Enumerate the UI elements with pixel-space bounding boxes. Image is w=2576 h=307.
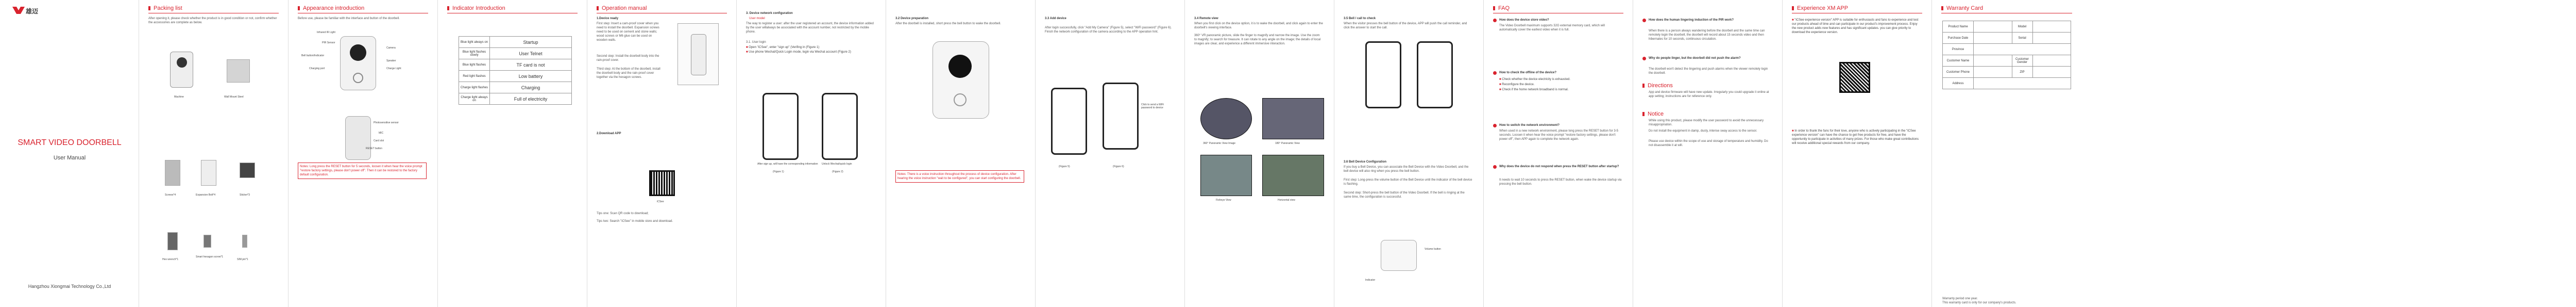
warranty-note: This warranty card is only for our company's products. <box>1942 301 2016 304</box>
step-three-text: Third step: At the bottom of the doorbell, install the doorbell body and the rain-proof cover together via the hexagon screws. <box>597 68 660 79</box>
packing-panel <box>139 0 289 307</box>
field-label: Customer Gender <box>2012 55 2032 67</box>
state-cell: Blue light always on <box>459 37 490 48</box>
question-icon <box>1493 71 1497 75</box>
view-image <box>1262 98 1324 139</box>
directions-title: Directions <box>1648 83 1673 89</box>
table-row <box>459 93 572 105</box>
notice-title: Notice <box>1648 111 1664 117</box>
bolts-image <box>201 160 216 186</box>
bullet-text: ■ Check if the home network broadband is normal. <box>1499 88 1568 92</box>
faq-question: Why do people linger, but the doorbell did not push the alarm? <box>1649 57 1741 60</box>
card-slot-label: Card slot <box>374 139 384 142</box>
pir-label: PIR Sensor <box>322 41 335 44</box>
table-row <box>1943 44 2071 55</box>
faq-answer: When there is a person always wandering before the doorbell and the same time can remotely login the doorbell, the doorbell will record about 15 seconds video and then hibernates for 10 seconds, continuous circulation. <box>1649 29 1765 41</box>
item-label: SIM pin*1 <box>237 258 248 261</box>
faq-question: Why does the device do not respond when press the RESET button after startup? <box>1499 165 1619 168</box>
table-row <box>1943 21 2071 33</box>
indicator-table <box>459 36 572 105</box>
caption: 180° Panoramic View <box>1275 142 1300 145</box>
phone-screenshot <box>822 93 858 160</box>
item-label: Wall Mount Steel <box>224 95 244 99</box>
section-heading: 3.3 Add device <box>1045 17 1066 20</box>
operation-title: Operation manual <box>602 5 647 11</box>
screws-image <box>165 160 180 186</box>
phone-screenshot <box>1103 83 1139 150</box>
item-label: Hex wrench*1 <box>162 258 179 261</box>
service-panel <box>1783 0 1932 307</box>
field-label: Customer Name <box>1943 55 1974 67</box>
field-value[interactable] <box>2032 67 2071 78</box>
call-text: Second step: Short-press the bell button of the Video Doorbell. If the bell is ringing at the same time, the configuration is successful. <box>1344 191 1465 199</box>
field-label: Product Name <box>1943 21 1974 33</box>
cover-panel <box>0 0 139 307</box>
phone-screenshot <box>1417 41 1453 108</box>
bullet-text: ■ Reconfigure the device. <box>1499 83 1534 87</box>
table-row <box>459 48 572 59</box>
item-label: Expansion Bolt*4 <box>196 193 216 197</box>
warranty-title: Warranty Card <box>1946 5 1984 11</box>
call-text: If you buy a Bell Device, you can associate the Bell Device with the Video Doorbell, and the bell device will also ring when you press the bell button. <box>1344 166 1469 173</box>
faq-answer: The doorbell won't detect the lingering and push alarms when the viewer remotely login the doorbell. <box>1649 68 1768 75</box>
chime-device <box>1381 240 1417 271</box>
prep-note: Notes: There is a voice instruction throughout the process of device configuration. After hearing the voice instruction "wait to be configured", you can start configuring the doorbell. <box>895 170 1024 183</box>
camera-label: Camera <box>386 46 396 50</box>
table-row <box>459 59 572 71</box>
state-cell: Blue light flashes slowly <box>459 48 490 59</box>
appearance-panel <box>289 0 438 307</box>
download-tip: Tips one: Scan QR code to download; <box>597 212 649 215</box>
sticker-image <box>240 163 255 178</box>
remote-text: 360° VR panoramic picture, slide the finger to magnify and narrow the image. Use the zoom to magnify; to search for treasure. It can rotate to any angle on the image; the details of local images are clear, and experience a different immersive interaction. <box>1194 34 1321 45</box>
app-name: iCSee <box>657 200 664 203</box>
state-cell: Blue light flashes <box>459 59 490 71</box>
item-label: Smart hexagon screw*1 <box>196 255 224 258</box>
ir-light-label: Infrared IR Light <box>317 31 335 34</box>
appearance-title: Appearance introduction <box>303 5 365 11</box>
reset-warning: Notes: Long press the RESET button for 5 seconds, loosen it when hear the voice prompt "restore factory settings, please don't power off". Then it can be restored to the factory default configuration. <box>298 163 427 179</box>
figure-label: (Figure 5) <box>1059 165 1070 168</box>
doorbell-back <box>345 116 371 160</box>
field-value[interactable] <box>1974 44 2071 55</box>
warranty-panel <box>1932 0 2081 307</box>
warranty-note: Warranty period one year. <box>1942 297 1978 300</box>
bullet-text: ■ Check whether the device electricity is exhausted. <box>1499 77 1570 82</box>
table-row <box>459 82 572 93</box>
prep-panel <box>886 0 1036 307</box>
field-value[interactable] <box>1974 67 2012 78</box>
table-row <box>1943 33 2071 44</box>
notice-text: Do not install the equipment in damp, dusty, intense sway access to the sensor. <box>1649 130 1757 133</box>
section-heading: 3.6 Bell Device Configuration <box>1344 160 1387 164</box>
caption: After sign up, will have the corresponding information <box>757 163 818 166</box>
config-panel <box>737 0 886 307</box>
item-label: Screws*4 <box>165 193 176 197</box>
call-panel <box>1334 0 1484 307</box>
caption: Fisheye View <box>1216 199 1231 202</box>
hint-text: Click to send a WiFi password to device <box>1141 103 1164 109</box>
field-value[interactable] <box>1974 33 2012 44</box>
reset-label: RESET button <box>366 147 382 150</box>
indicator-title: Indicator Introduction <box>452 5 505 11</box>
faq-answer: The Video Doorbell maximum supports 32G external memory card, which will automatically cover the earliest video when it is full. <box>1499 24 1605 31</box>
hexscrew-image <box>204 235 211 248</box>
step-one-text: First step: Insert a cam-proof cover when you need to install the doorbell. Expansion screws need to be used on cement and stone walls; wood screws or M6 glue can be used on wooden walls. <box>597 22 659 42</box>
question-icon <box>1642 19 1646 22</box>
wrench-image <box>167 232 178 250</box>
question-icon <box>1493 124 1497 127</box>
field-value[interactable] <box>1974 21 2012 33</box>
bell-label: Bell button/Indicator <box>301 54 325 57</box>
faq-question: How to check the offline of the device? <box>1499 71 1557 74</box>
packing-intro: After opening it, please check whether the product is in good condition or not, confirm whether the accessories are complete as below. <box>148 17 277 24</box>
subheading: 3.1. User login <box>746 41 766 44</box>
cover-title: SMART VIDEO DOORBELL <box>18 138 122 147</box>
call-text: First step: Long-press the volume button of the Bell Device until the indicator of the bell device is flashing. <box>1344 179 1472 186</box>
phone-screenshot <box>1051 88 1087 155</box>
charging-port-label: Charging port <box>309 67 325 70</box>
field-label: Serial <box>2012 33 2032 44</box>
figure-label: (Figure 6) <box>1113 165 1124 168</box>
faq-answer: When used in a new network environment, please long press the RESET button for 3-5 seconds. Loosen it when hear the voice prompt "restore factory settings, please don't power off", then APP again to complete the network again. <box>1499 130 1619 141</box>
subheading: User model <box>749 17 765 20</box>
table-row <box>459 37 572 48</box>
state-cell: Charge light flashes <box>459 82 490 93</box>
speaker-label: Speaker <box>386 59 396 62</box>
doorbell-front <box>340 36 376 90</box>
caption: Horizontal view <box>1278 199 1295 202</box>
field-label: Purchase Date <box>1943 33 1974 44</box>
view-image <box>1262 155 1324 196</box>
bullet-text: ■ Open "iCSee", enter "sign up" (Verifing in (Figure 1) <box>746 45 875 50</box>
logo-text: 雄迈 <box>26 8 39 15</box>
service-text: ■ In order to thank the fans for their love, anyone who is actively participating in the "iCSee experience version" can have the chance to get free products for free, and have the opportunity to participate in activities of many prizes. For those who make great contributions will receive additional special rewards from our company. <box>1792 129 1921 146</box>
table-row <box>1943 55 2071 67</box>
add-panel <box>1036 0 1185 307</box>
faq-title: FAQ <box>1498 5 1510 11</box>
doorbell-photo <box>933 41 989 119</box>
faq-answer: It needs to wait 10 seconds to press the RESET button, when wake the device startup via pressing the bell button. <box>1499 179 1622 186</box>
mount-image <box>227 59 250 83</box>
indicator-label: Indicator <box>1365 279 1376 282</box>
packing-title: Packing list <box>154 5 182 11</box>
faq-question: How to switch the network environment? <box>1499 124 1560 127</box>
prep-text: After the doorbell is installed, short press the bell button to wake the doorbell. <box>895 22 1001 25</box>
meaning-cell: TF card is not <box>490 59 572 71</box>
field-label: Model <box>2012 21 2032 33</box>
section-heading: 3. Device network configuration <box>746 12 793 15</box>
caption: 360° Panoramic View Image <box>1203 142 1236 145</box>
view-image <box>1200 98 1252 139</box>
company-name: Hangzhou Xiongmai Technology Co.,Ltd <box>28 284 111 289</box>
service-title: Experience XM APP <box>1797 5 1849 11</box>
faq-panel <box>1484 0 1633 307</box>
mic-label: MIC <box>379 132 384 135</box>
meaning-cell: Charging <box>490 82 572 93</box>
warranty-table <box>1942 21 2071 89</box>
table-row <box>1943 67 2071 78</box>
item-label: Machine <box>174 95 184 99</box>
install-diagram <box>677 23 719 85</box>
meaning-cell: Low battery <box>490 71 572 82</box>
step-two-text: Second step: Install the doorbell body into the rain-proof cover. <box>597 55 659 62</box>
qr-code <box>649 170 675 196</box>
question-icon <box>1642 57 1646 60</box>
volume-label: Volume button <box>1425 248 1441 251</box>
figure-label: (Figure 1) <box>773 170 784 173</box>
doorbell-image <box>170 52 193 88</box>
pin-image <box>242 235 247 248</box>
question-icon <box>1493 19 1497 22</box>
field-value[interactable] <box>1974 78 2071 89</box>
field-label: Customer Phone <box>1943 67 1974 78</box>
charge-light-label: Charge Light <box>386 67 401 70</box>
indicator-panel <box>438 0 587 307</box>
operation-panel <box>587 0 737 307</box>
faq-question: How does the device store video? <box>1499 19 1549 22</box>
call-text: When the visitor presses the bell button of the device, APP will push the call reminder, and click the answer to start the call. <box>1344 22 1467 29</box>
figure-label: (Figure 2) <box>832 170 843 173</box>
directions-text: App and device firmware will have new update. Irregularly you could upgrade it online at app setting; instructions are for reference only. <box>1649 91 1769 98</box>
section-heading: 3.4 Remote view <box>1194 17 1218 20</box>
state-cell: Red light flashes <box>459 71 490 82</box>
section-heading: 2.Download APP <box>597 132 621 135</box>
meaning-cell: User Telnet <box>490 48 572 59</box>
field-value[interactable] <box>2032 21 2071 33</box>
meaning-cell: Full of electricity <box>490 93 572 105</box>
field-value[interactable] <box>1974 55 2012 67</box>
question-icon <box>1493 165 1497 169</box>
item-label: Sticker*3 <box>240 193 250 197</box>
section-heading: 3.5 Bell / call to check <box>1344 17 1376 20</box>
brand-logo <box>11 5 42 15</box>
view-image <box>1200 155 1252 196</box>
notice-text: Please use device within the scope of use and storage of temperature and humidity. Do not disassemble it at will. <box>1649 140 1768 147</box>
field-label: Address <box>1943 78 1974 89</box>
photosensor-label: Photosensitive sensor <box>374 121 399 124</box>
field-label: Province <box>1943 44 1974 55</box>
appearance-intro: Before use, please be familiar with the interface and button of the doorbell. <box>298 17 400 20</box>
meaning-cell: Startup <box>490 37 572 48</box>
field-value[interactable] <box>2032 33 2071 44</box>
faq2-panel <box>1633 0 1783 307</box>
table-row <box>1943 78 2071 89</box>
phone-screenshot <box>1365 41 1401 108</box>
notice-text: While using this product, please modify the user password to avoid the unnecessary misappropriation. <box>1649 119 1764 126</box>
qr-code <box>1839 62 1870 93</box>
remote-text: When you first click on the device option, it is to wake the doorbell, and click again to enter the doorbell's viewing interface. <box>1194 22 1323 29</box>
service-text: ■ "iCSee experience version" APP is suitable for enthusiasts and fans to experience and test our products ahead of time and can participate in our product's improvement process. Enjoy the new product adds new features and has significant updates. you can give priority to download the experience version. <box>1792 18 1921 35</box>
section-heading: 3.2 Device preparation <box>895 17 929 20</box>
field-value[interactable] <box>2032 55 2071 67</box>
bullet-text: ■ Use phone Wechat/Quick Login mode, login via Wechat account (Figure 2) <box>746 50 875 54</box>
phone-screenshot <box>762 93 799 160</box>
add-text: After login successfully, click "Add My Camera" (Figure 5), select "WiFi password" (Figure 6). Finish the network configuration of the camera according to the APP operation hint. <box>1045 26 1172 34</box>
faq-question: How does the human lingering induction of the PIR work? <box>1649 19 1734 22</box>
table-row <box>459 71 572 82</box>
section-heading: 1.Device ready <box>597 17 619 20</box>
state-cell: Charge light always on <box>459 93 490 105</box>
remote-panel <box>1185 0 1334 307</box>
caption: Unlock Wechat/quick login <box>822 163 852 166</box>
field-label: ZIP <box>2012 67 2032 78</box>
config-text: The way to register a user: after the user registered an account, the device information added by the user willalways be associated with the account number, not restricted by the mobile phone. <box>746 22 874 34</box>
cover-subtitle: User Manual <box>53 155 86 161</box>
download-tip: Tips two: Search "iCSee" in mobile store and download. <box>597 220 673 223</box>
